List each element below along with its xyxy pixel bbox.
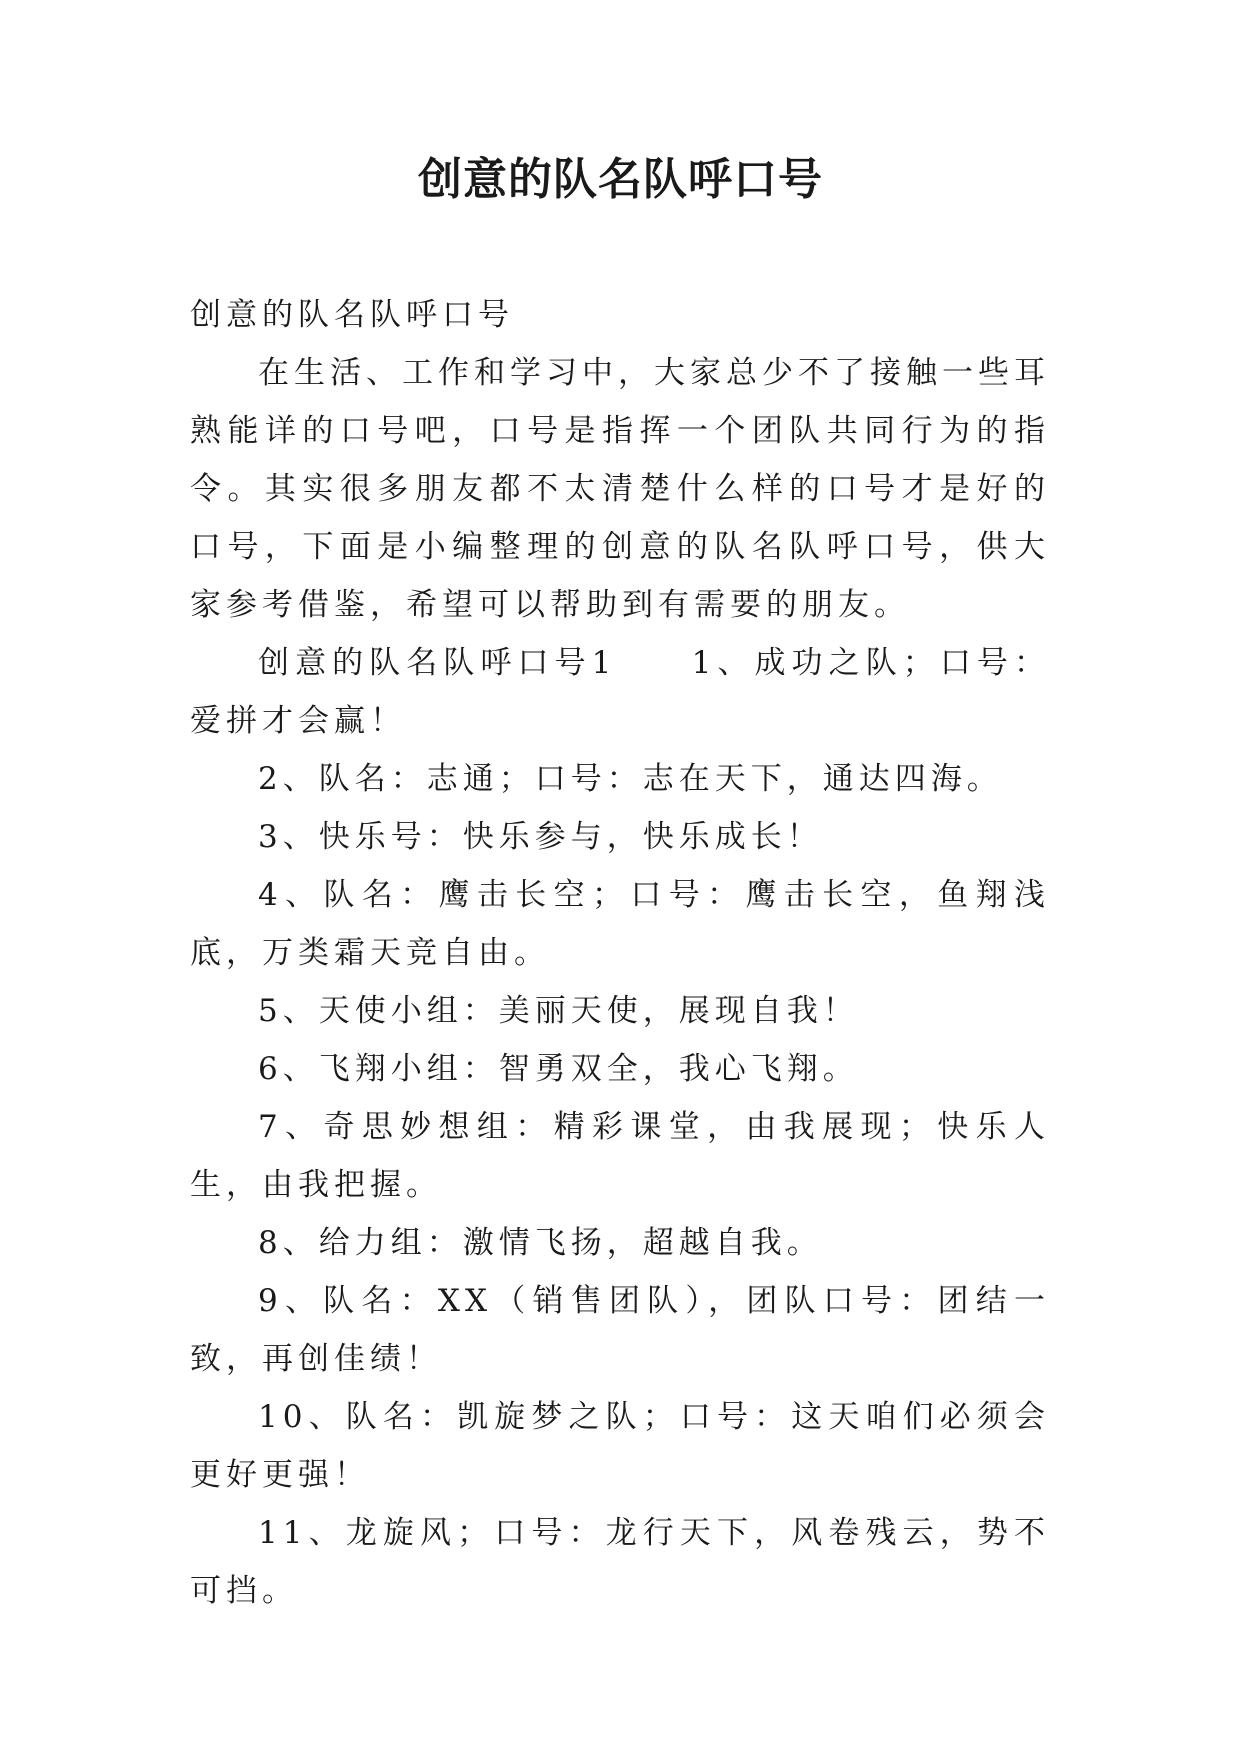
intro-paragraph: 在生活、工作和学习中，大家总少不了接触一些耳熟能详的口号吧，口号是指挥一个团队共同行为的指令。其实很多朋友都不太清楚什么样的口号才是好的口号，下面是小编整理的创意的队名队呼口号，供大家参考借鉴，希望可以帮助到有需要的朋友。 <box>190 355 1050 623</box>
slogan-item: 8、给力组：激情飞扬，超越自我。 <box>258 1225 823 1261</box>
subtitle-paragraph: 创意的队名队呼口号 <box>190 297 514 333</box>
slogan-item: 6、飞翔小组：智勇双全，我心飞翔。 <box>258 1051 859 1087</box>
slogan-item: 2、队名：志通；口号：志在天下，通达四海。 <box>258 761 1003 797</box>
document-title: 创意的队名队呼口号 <box>418 154 823 205</box>
document-body <box>190 286 1050 1620</box>
slogan-item: 3、快乐号：快乐参与，快乐成长！ <box>258 819 823 855</box>
slogan-item: 5、天使小组：美丽天使，展现自我！ <box>258 993 859 1029</box>
slogan-item: 创意的队名队呼口号1 1、成功之队；口号：爱拼才会赢！ <box>190 645 1050 739</box>
slogan-item: 9、队名：XX（销售团队），团队口号：团结一致，再创佳绩！ <box>190 1283 1050 1377</box>
slogan-item: 10、队名：凯旋梦之队；口号：这天咱们必须会更好更强！ <box>190 1399 1050 1493</box>
slogan-item: 11、龙旋风；口号：龙行天下，风卷残云，势不可挡。 <box>190 1515 1050 1609</box>
slogan-item: 4、队名：鹰击长空；口号：鹰击长空，鱼翔浅底，万类霜天竞自由。 <box>190 877 1050 971</box>
slogan-item: 7、奇思妙想组：精彩课堂，由我展现；快乐人生，由我把握。 <box>190 1109 1050 1203</box>
